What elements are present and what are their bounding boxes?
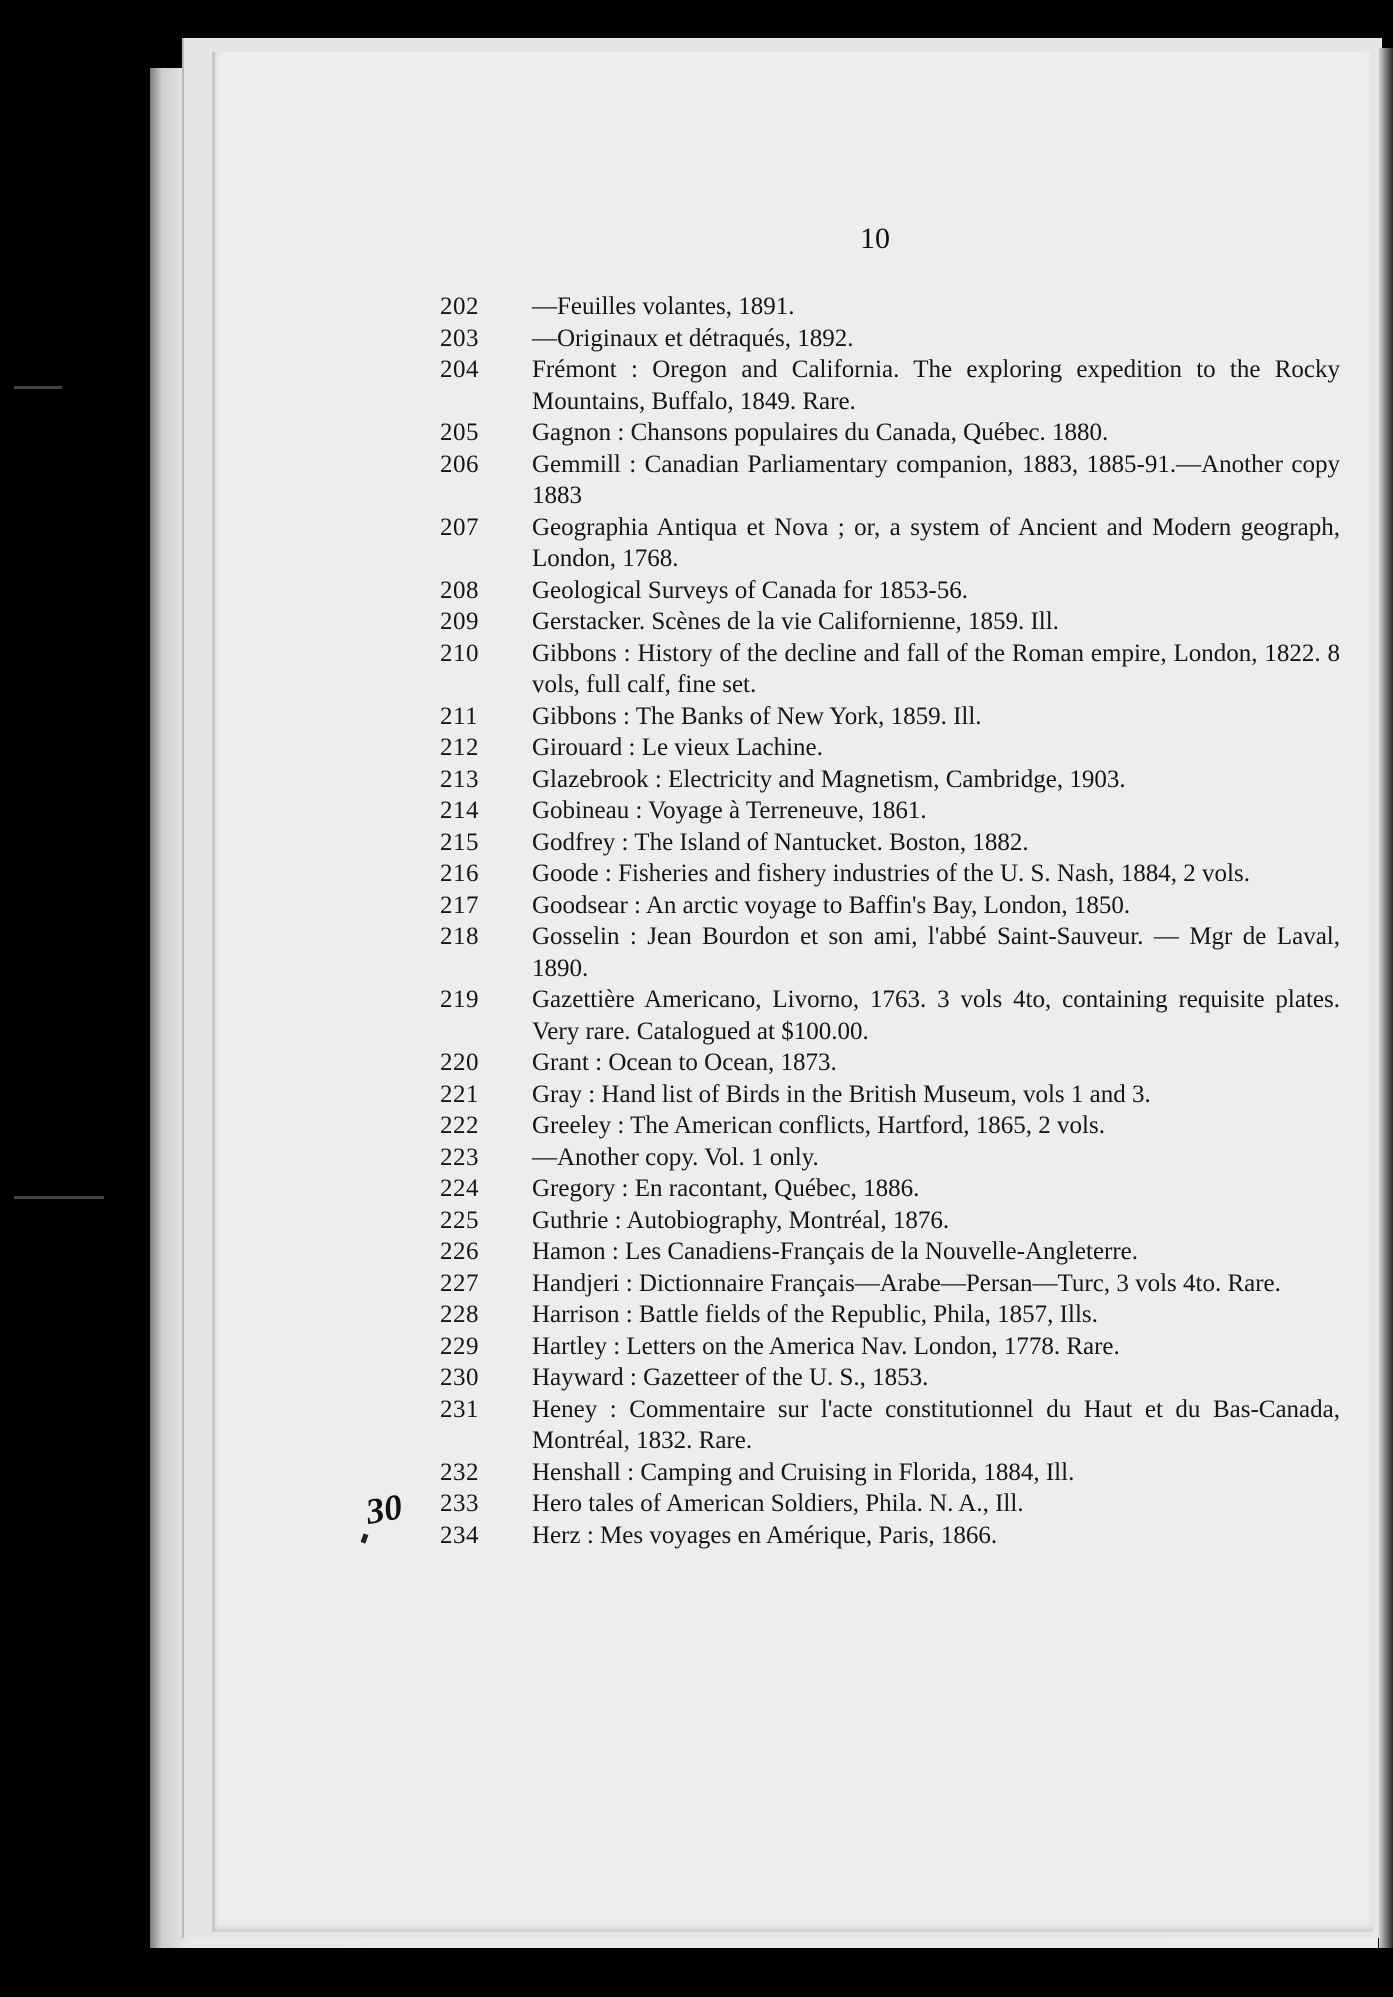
entry-number: 209 <box>440 608 479 635</box>
catalogue-entries <box>440 291 1340 1551</box>
entry-text: Henshall : Camping and Cruising in Florida, 1884, Ill. <box>532 1458 1075 1486</box>
entry-text: Hayward : Gazetteer of the U. S., 1853. <box>532 1364 929 1391</box>
entry-text: Handjeri : Dictionnaire Français—Arabe—Persan—Turc, 3 vols 4to. Rare. <box>532 1269 1281 1297</box>
catalogue-entry <box>440 638 1340 701</box>
catalogue-entry <box>440 1268 1340 1300</box>
catalogue-entry <box>440 858 1340 890</box>
entry-number: 212 <box>440 734 479 761</box>
entry-text: Harrison : Battle fields of the Republic, Phila, 1857, Ills. <box>532 1301 1098 1328</box>
entry-text: Greeley : The American conflicts, Hartford, 1865, 2 vols. <box>532 1112 1105 1139</box>
entry-number: 217 <box>440 891 479 919</box>
catalogue-entry <box>440 764 1340 796</box>
entry-text: Gemmill : Canadian Parliamentary companion, 1883, 1885-91.—Another copy 1883 <box>532 450 1340 509</box>
catalogue-entry <box>440 575 1340 607</box>
scan-mark <box>14 386 62 389</box>
entry-number: 214 <box>440 797 479 824</box>
entry-text: Herz : Mes voyages en Amérique, Paris, 1866. <box>532 1521 998 1549</box>
entry-number: 211 <box>440 702 479 730</box>
catalogue-entry <box>440 1142 1340 1174</box>
catalogue-entry <box>440 1362 1340 1394</box>
entry-number: 204 <box>440 356 479 383</box>
entry-number: 231 <box>440 1395 479 1423</box>
entry-text: Frémont : Oregon and California. The exploring expedition to the Rocky Mountains, Buffalo, 1849. Rare. <box>532 356 1340 415</box>
catalogue-entry <box>440 449 1340 512</box>
catalogue-entry <box>440 1331 1340 1363</box>
entry-number: 215 <box>440 828 479 856</box>
entry-text: Geological Surveys of Canada for 1853-56. <box>532 576 968 604</box>
entry-number: 202 <box>440 293 479 320</box>
entry-number: 219 <box>440 986 479 1013</box>
entry-text: Godfrey : The Island of Nantucket. Boston, 1882. <box>532 828 1029 856</box>
page-edge <box>1379 48 1393 1948</box>
page-number: 10 <box>860 222 890 255</box>
entry-text: Gobineau : Voyage à Terreneuve, 1861. <box>532 797 927 824</box>
catalogue-entry <box>440 1394 1340 1457</box>
entry-number: 205 <box>440 419 479 446</box>
entry-text: Gazettière Americano, Livorno, 1763. 3 vols 4to, containing requisite plates. Very rare. Catalogued at $100.00. <box>532 986 1340 1045</box>
catalogue-entry <box>440 1299 1340 1331</box>
entry-number: 225 <box>440 1206 479 1234</box>
catalogue-entry <box>440 291 1340 323</box>
entry-text: Guthrie : Autobiography, Montréal, 1876. <box>532 1206 950 1234</box>
entry-number: 227 <box>440 1269 479 1297</box>
entry-number: 210 <box>440 639 479 667</box>
catalogue-entry <box>440 323 1340 355</box>
entry-number: 224 <box>440 1175 479 1202</box>
entry-text: —Originaux et détraqués, 1892. <box>532 324 854 352</box>
entry-number: 221 <box>440 1080 479 1108</box>
entry-number: 203 <box>440 324 479 352</box>
entry-text: Hamon : Les Canadiens-Français de la Nouvelle-Angleterre. <box>532 1238 1139 1265</box>
entry-text: Goode : Fisheries and fishery industries of the U. S. Nash, 1884, 2 vols. <box>532 860 1250 887</box>
catalogue-entry <box>440 701 1340 733</box>
catalogue-entry <box>440 417 1340 449</box>
entry-text: —Feuilles volantes, 1891. <box>532 293 795 320</box>
entry-number: 208 <box>440 576 479 604</box>
scan-mark <box>14 1196 104 1199</box>
entry-number: 230 <box>440 1364 479 1391</box>
entry-text: Gagnon : Chansons populaires du Canada, Québec. 1880. <box>532 419 1109 446</box>
entry-text: Hero tales of American Soldiers, Phila. N. A., Ill. <box>532 1490 1024 1517</box>
entry-number: 218 <box>440 923 479 950</box>
entry-number: 233 <box>440 1490 479 1517</box>
catalogue-entry <box>440 1173 1340 1205</box>
entry-text: Gibbons : The Banks of New York, 1859. Ill. <box>532 702 982 730</box>
entry-text: Hartley : Letters on the America Nav. London, 1778. Rare. <box>532 1332 1120 1360</box>
entry-text: Grant : Ocean to Ocean, 1873. <box>532 1049 837 1076</box>
catalogue-entry <box>440 795 1340 827</box>
entry-text: Gibbons : History of the decline and fall of the Roman empire, London, 1822. 8 vols, full calf, fine set. <box>532 639 1340 698</box>
entry-number: 228 <box>440 1301 479 1328</box>
catalogue-entry <box>440 354 1340 417</box>
entry-number: 229 <box>440 1332 479 1360</box>
entry-text: Gregory : En racontant, Québec, 1886. <box>532 1175 920 1202</box>
entry-text: Glazebrook : Electricity and Magnetism, Cambridge, 1903. <box>532 765 1126 793</box>
catalogue-entry <box>440 1110 1340 1142</box>
catalogue-entry <box>440 1079 1340 1111</box>
catalogue-entry <box>440 921 1340 984</box>
catalogue-entry <box>440 984 1340 1047</box>
entry-text: Heney : Commentaire sur l'acte constitutionnel du Haut et du Bas-Canada, Montréal, 1832. Rare. <box>532 1395 1340 1454</box>
entry-text: Girouard : Le vieux Lachine. <box>532 734 823 761</box>
entry-number: 213 <box>440 765 479 793</box>
entry-number: 206 <box>440 450 479 478</box>
catalogue-entry <box>440 732 1340 764</box>
catalogue-entry <box>440 606 1340 638</box>
entry-number: 232 <box>440 1458 479 1486</box>
entry-number: 223 <box>440 1143 479 1171</box>
entry-number: 234 <box>440 1521 479 1549</box>
catalogue-entry <box>440 512 1340 575</box>
catalogue-entry <box>440 1520 1340 1552</box>
catalogue-entry <box>440 1236 1340 1268</box>
entry-text: Gray : Hand list of Birds in the British Museum, vols 1 and 3. <box>532 1080 1151 1108</box>
catalogue-entry <box>440 1205 1340 1237</box>
handwritten-margin-note: 30 <box>362 1486 406 1532</box>
catalogue-entry <box>440 1488 1340 1520</box>
entry-number: 207 <box>440 513 479 541</box>
entry-text: —Another copy. Vol. 1 only. <box>532 1143 819 1171</box>
catalogue-entry <box>440 827 1340 859</box>
entry-text: Goodsear : An arctic voyage to Baffin's Bay, London, 1850. <box>532 891 1131 919</box>
entry-number: 226 <box>440 1238 479 1265</box>
entry-text: Gosselin : Jean Bourdon et son ami, l'abbé Saint-Sauveur. — Mgr de Laval, 1890. <box>532 923 1340 982</box>
catalogue-entry <box>440 1047 1340 1079</box>
catalogue-entry <box>440 890 1340 922</box>
entry-text: Geographia Antiqua et Nova ; or, a system of Ancient and Modern geograph, London, 1768. <box>532 513 1340 572</box>
entry-number: 222 <box>440 1112 479 1139</box>
catalogue-entry <box>440 1457 1340 1489</box>
entry-number: 216 <box>440 860 479 887</box>
entry-text: Gerstacker. Scènes de la vie Californienne, 1859. Ill. <box>532 608 1059 635</box>
entry-number: 220 <box>440 1049 479 1076</box>
